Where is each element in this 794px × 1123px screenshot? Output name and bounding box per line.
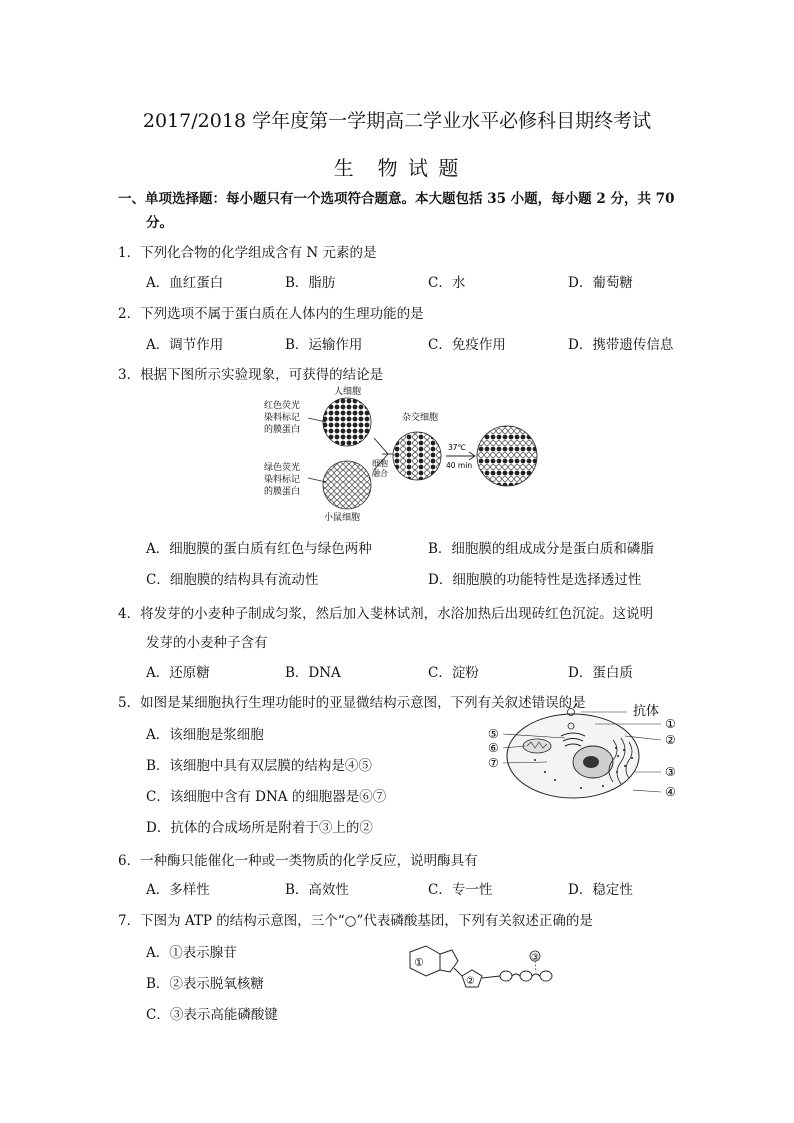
- q1-option-c: C．水: [428, 275, 466, 291]
- antibody-label: 抗体: [633, 704, 660, 719]
- human-cell-icon: [323, 398, 371, 446]
- q6-option-c: C．专一性: [428, 882, 493, 898]
- green-label-line1: 绿色荧光: [264, 463, 301, 473]
- question-3: 3．根据下图所示实验现象，可获得的结论是: [118, 367, 384, 383]
- green-label-line3: 的膜蛋白: [264, 487, 301, 497]
- q5-option-b: B．该细胞中具有双层膜的结构是④⑤: [146, 758, 372, 774]
- q3-option-c: C．细胞膜的结构具有流动性: [146, 572, 319, 588]
- result-cell-icon: [477, 426, 537, 486]
- hybrid-cell-label: 杂交细胞: [402, 413, 439, 423]
- q1-option-d: D．葡萄糖: [568, 275, 633, 291]
- cell-label-2: ②: [665, 733, 676, 747]
- q4-option-d: D．蛋白质: [568, 665, 633, 681]
- atp-structure-figure: [400, 944, 570, 996]
- question-4: 4．将发芽的小麦种子制成匀浆，然后加入斐林试剂，水浴加热后出现砖红色沉淀。这说明: [118, 606, 654, 622]
- atp-label-3: ③: [531, 953, 540, 963]
- question-7: 7．下图为 ATP 的结构示意图，三个“○”代表磷酸基团，下列有关叙述正确的是: [118, 913, 593, 929]
- plasma-cell-figure: [485, 700, 685, 802]
- q2-option-b: B．运输作用: [285, 337, 363, 353]
- temp-label: 37℃: [448, 443, 466, 452]
- section-heading: 一、单项选择题：每小题只有一个选项符合题意。本大题包括 35 小题，每小题 2 分，共 70: [118, 191, 675, 207]
- cell-label-4: ④: [665, 785, 676, 799]
- fusion-label-1: 细胞: [372, 459, 388, 468]
- page-subtitle: 生 物 试 题: [333, 156, 461, 180]
- q3-option-d: D．细胞膜的功能特性是选择透过性: [428, 572, 642, 588]
- red-label-line1: 红色荧光: [264, 401, 301, 411]
- q1-option-a: A．血红蛋白: [146, 275, 224, 291]
- cell-fusion-figure: [262, 386, 562, 524]
- question-6: 6．一种酶只能催化一种或一类物质的化学反应，说明酶具有: [118, 853, 478, 869]
- cell-label-6: ⑥: [488, 741, 499, 755]
- q2-option-c: C．免疫作用: [428, 337, 506, 353]
- cell-label-5: ⑤: [488, 727, 499, 741]
- q4-option-a: A．还原糖: [146, 665, 210, 681]
- time-label: 40 min: [446, 461, 473, 470]
- atp-label-1: ①: [414, 956, 424, 969]
- green-label-line2: 染料标记: [264, 475, 301, 485]
- mouse-cell-label: 小鼠细胞: [324, 513, 361, 523]
- red-label-line2: 染料标记: [264, 413, 301, 423]
- red-label-line3: 的膜蛋白: [264, 425, 301, 435]
- q7-option-a: A．①表示腺苷: [146, 945, 237, 961]
- question-2: 2．下列选项不属于蛋白质在人体内的生理功能的是: [118, 306, 424, 322]
- q6-option-a: A．多样性: [146, 882, 210, 898]
- page-title: 2017/2018 学年度第一学期高二学业水平必修科目期终考试: [142, 110, 652, 132]
- q7-option-c: C．③表示高能磷酸键: [146, 1007, 278, 1023]
- mouse-cell-icon: [323, 461, 371, 509]
- q1-option-b: B．脂肪: [285, 275, 336, 291]
- human-cell-label: 人细胞: [334, 387, 362, 397]
- hybrid-cell-icon: [393, 432, 441, 480]
- question-4-cont: 发芽的小麦种子含有: [146, 635, 268, 651]
- question-5: 5．如图是某细胞执行生理功能时的亚显微结构示意图，下列有关叙述错误的是: [118, 695, 586, 711]
- q5-option-d: D．抗体的合成场所是附着于③上的②: [146, 820, 373, 836]
- q2-option-a: A．调节作用: [146, 337, 224, 353]
- fusion-label-2: 融合: [372, 469, 388, 478]
- q4-option-c: C．淀粉: [428, 665, 479, 681]
- q4-option-b: B．DNA: [285, 665, 341, 681]
- cell-label-3: ③: [665, 765, 676, 779]
- q2-option-d: D．携带遗传信息: [568, 337, 674, 353]
- q6-option-b: B．高效性: [285, 882, 349, 898]
- cell-label-1: ①: [665, 717, 676, 731]
- cell-label-7: ⑦: [488, 756, 499, 770]
- q5-option-a: A．该细胞是浆细胞: [146, 727, 264, 743]
- atp-label-2: ②: [466, 976, 475, 987]
- section-heading-cont: 分。: [146, 215, 173, 231]
- q7-option-b: B．②表示脱氧核糖: [146, 976, 264, 992]
- q6-option-d: D．稳定性: [568, 882, 633, 898]
- question-1: 1．下列化合物的化学组成含有 N 元素的是: [118, 245, 377, 261]
- q5-option-c: C．该细胞中含有 DNA 的细胞器是⑥⑦: [146, 789, 387, 805]
- q3-option-b: B．细胞膜的组成成分是蛋白质和磷脂: [428, 541, 654, 557]
- q3-option-a: A．细胞膜的蛋白质有红色与绿色两种: [146, 541, 372, 557]
